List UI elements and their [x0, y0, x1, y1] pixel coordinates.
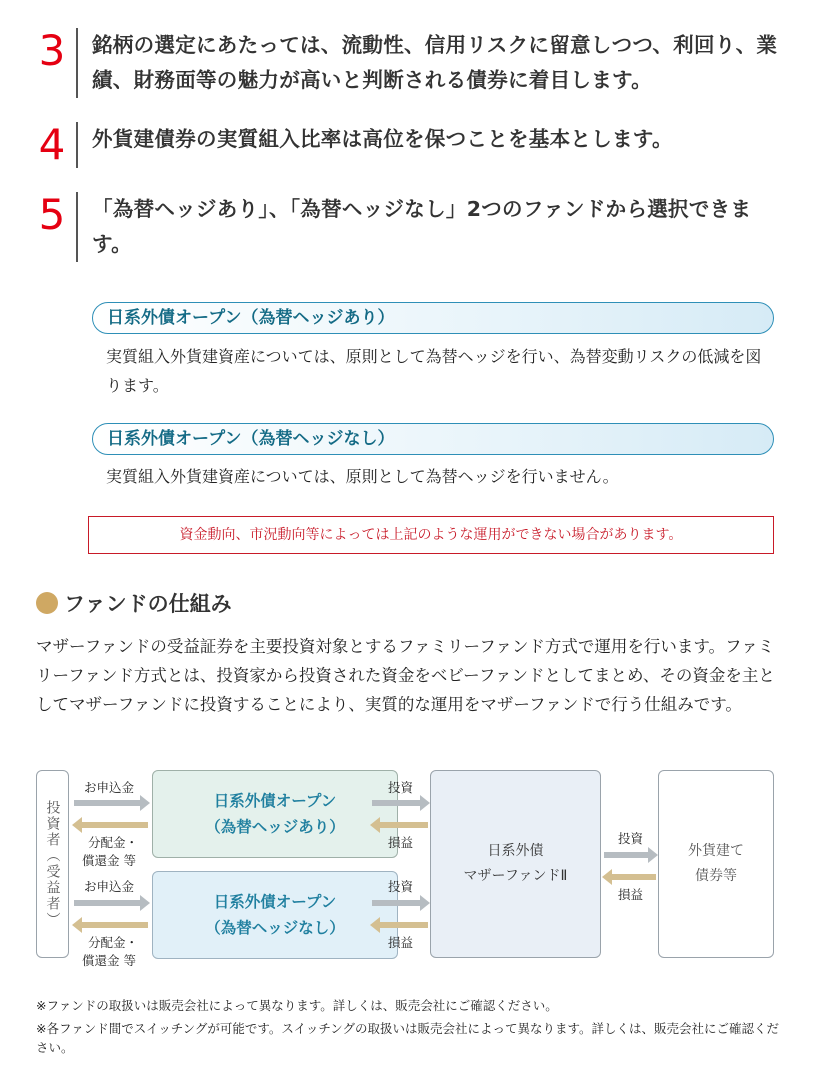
subscription-arrow [74, 800, 140, 806]
distribution-label: 分配金・ [88, 935, 139, 950]
footnote: ※各ファンド間でスイッチングが可能です。スイッチングの取扱いは販売会社によって異なります。詳しくは、販売会社にご確認ください。 [36, 1021, 779, 1055]
mother-fund-subname: マザーファンドⅡ [463, 868, 568, 884]
subscription-label: お申込金 [84, 780, 135, 795]
policy-number: 3 [38, 26, 66, 75]
policy-3 [34, 28, 782, 98]
invest-arrow [372, 800, 420, 806]
divider [76, 192, 78, 262]
invest-label: 投資 [388, 780, 414, 795]
profit-loss-arrow [380, 922, 428, 928]
profit-loss-label: 損益 [618, 887, 644, 902]
bullet-icon [36, 592, 58, 614]
divider [76, 28, 78, 98]
policy-text: 外貨建債券の実質組入比率は高位を保つことを基本とします。 [92, 127, 673, 151]
policy-5 [34, 192, 782, 262]
policy-text: 銘柄の選定にあたっては、流動性、信用リスクに留意しつつ、利回り、業績、財務面等の魅力が高いと判断される債券に着目します。 [92, 33, 778, 92]
subscription-label: お申込金 [84, 879, 135, 894]
investor-label: 投資者（受益者） [44, 800, 61, 928]
distribution-label: 分配金・ [88, 835, 139, 850]
section-intro: マザーファンドの受益証券を主要投資対象とするファミリーファンド方式で運用を行います。ファミリーファンド方式とは、投資家から投資された資金をベビーファンドとしてまとめ、その資金を主としてマザーファンドに投資することにより、実質的な運用をマザーファンドで行う仕組みです。 [36, 637, 775, 714]
section-heading [36, 588, 232, 618]
footnote: ※ファンドの取扱いは販売会社によって異なります。詳しくは、販売会社にご確認ください。 [36, 998, 558, 1013]
foreign-bonds-box [658, 770, 774, 958]
invest-arrow [372, 900, 420, 906]
policy-number: 4 [38, 120, 66, 169]
fund-hedged-name: 日系外債オープン [213, 792, 337, 810]
distribution-label: 償還金 等 [82, 953, 136, 968]
invest-label: 投資 [388, 879, 414, 894]
risk-notice: 資金動向、市況動向等によっては上記のような運用ができない場合があります。 [88, 516, 774, 554]
fund-unhedged-description: 実質組入外貨建資産については、原則として為替ヘッジを行いません。 [106, 467, 619, 486]
policy-4 [34, 122, 782, 168]
policy-text: 「為替ヘッジあり」、「為替ヘッジなし」2つのファンドから選択できます。 [92, 197, 752, 256]
fund-hedged-type: （為替ヘッジあり） [205, 818, 345, 836]
mother-fund-box [430, 770, 601, 958]
mother-fund-name: 日系外債 [487, 843, 544, 859]
distribution-label: 償還金 等 [82, 853, 136, 868]
foreign-bonds-line1: 外貨建て [688, 843, 744, 859]
section-title: ファンドの仕組み [64, 592, 232, 616]
subscription-arrow [74, 900, 140, 906]
fund-unhedged-title: 日系外債オープン（為替ヘッジなし） [92, 423, 774, 455]
profit-loss-arrow [612, 874, 656, 880]
profit-loss-arrow [380, 822, 428, 828]
fund-hedged-description: 実質組入外貨建資産については、原則として為替ヘッジを行い、為替変動リスクの低減を図ります。 [106, 347, 762, 395]
profit-loss-label: 損益 [388, 835, 414, 850]
fund-unhedged-type: （為替ヘッジなし） [205, 919, 345, 937]
fund-hedged-box [152, 770, 398, 858]
fund-unhedged-box [152, 871, 398, 959]
profit-loss-label: 損益 [388, 935, 414, 950]
fund-hedged-title: 日系外債オープン（為替ヘッジあり） [92, 302, 774, 334]
policy-number: 5 [38, 190, 66, 239]
distribution-arrow [82, 822, 148, 828]
divider [76, 122, 78, 168]
fund-unhedged-name: 日系外債オープン [213, 893, 337, 911]
foreign-bonds-line2: 債券等 [695, 868, 737, 884]
investor-box [36, 770, 69, 958]
invest-arrow [604, 852, 648, 858]
invest-label: 投資 [618, 831, 644, 846]
distribution-arrow [82, 922, 148, 928]
